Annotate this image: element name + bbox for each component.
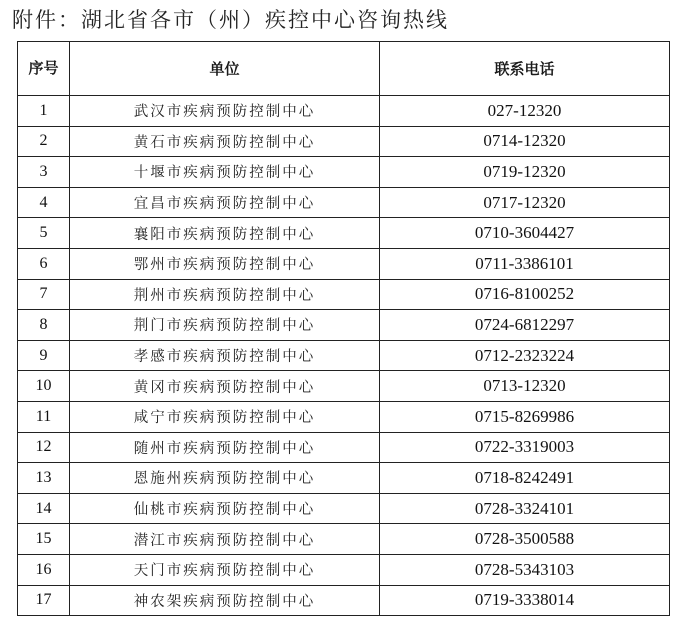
row-number: 11 [18,401,70,432]
row-number: 7 [18,279,70,310]
table-row [18,401,670,432]
phone-number: 0710-3604427 [380,218,670,249]
unit-name: 仙桃市疾病预防控制中心 [70,493,380,524]
unit-name: 天门市疾病预防控制中心 [70,554,380,585]
unit-name: 孝感市疾病预防控制中心 [70,340,380,371]
row-number: 3 [18,157,70,188]
table-row [18,371,670,402]
hotline-table [17,41,670,616]
phone-number: 0714-12320 [380,126,670,157]
unit-name: 荆门市疾病预防控制中心 [70,310,380,341]
header-no: 序号 [18,42,70,96]
table-row [18,248,670,279]
table-row [18,585,670,616]
row-number: 17 [18,585,70,616]
phone-number: 0713-12320 [380,371,670,402]
row-number: 4 [18,187,70,218]
table-row [18,187,670,218]
row-number: 10 [18,371,70,402]
row-number: 12 [18,432,70,463]
header-phone: 联系电话 [380,42,670,96]
unit-name: 随州市疾病预防控制中心 [70,432,380,463]
row-number: 9 [18,340,70,371]
row-number: 2 [18,126,70,157]
unit-name: 潜江市疾病预防控制中心 [70,524,380,555]
table-row [18,463,670,494]
table-row [18,554,670,585]
header-unit: 单位 [70,42,380,96]
unit-name: 荆州市疾病预防控制中心 [70,279,380,310]
table-row [18,218,670,249]
unit-name: 鄂州市疾病预防控制中心 [70,248,380,279]
unit-name: 黄石市疾病预防控制中心 [70,126,380,157]
table-body [18,96,670,616]
unit-name: 黄冈市疾病预防控制中心 [70,371,380,402]
table-row [18,279,670,310]
table-row [18,493,670,524]
row-number: 14 [18,493,70,524]
table-row [18,310,670,341]
phone-number: 0724-6812297 [380,310,670,341]
row-number: 13 [18,463,70,494]
row-number: 16 [18,554,70,585]
phone-number: 0728-3324101 [380,493,670,524]
phone-number: 0716-8100252 [380,279,670,310]
phone-number: 0719-3338014 [380,585,670,616]
table-row [18,524,670,555]
phone-number: 0718-8242491 [380,463,670,494]
table-row [18,157,670,188]
phone-number: 0728-5343103 [380,554,670,585]
row-number: 15 [18,524,70,555]
phone-number: 0719-12320 [380,157,670,188]
table-row [18,432,670,463]
phone-number: 027-12320 [380,96,670,127]
table-row [18,126,670,157]
unit-name: 武汉市疾病预防控制中心 [70,96,380,127]
phone-number: 0711-3386101 [380,248,670,279]
unit-name: 咸宁市疾病预防控制中心 [70,401,380,432]
unit-name: 恩施州疾病预防控制中心 [70,463,380,494]
table-row [18,96,670,127]
phone-number: 0717-12320 [380,187,670,218]
phone-number: 0728-3500588 [380,524,670,555]
row-number: 1 [18,96,70,127]
page-title: 附件：湖北省各市（州）疾控中心咨询热线 [12,8,449,32]
phone-number: 0712-2323224 [380,340,670,371]
row-number: 6 [18,248,70,279]
phone-number: 0722-3319003 [380,432,670,463]
unit-name: 襄阳市疾病预防控制中心 [70,218,380,249]
unit-name: 十堰市疾病预防控制中心 [70,157,380,188]
row-number: 5 [18,218,70,249]
unit-name: 神农架疾病预防控制中心 [70,585,380,616]
table-row [18,340,670,371]
row-number: 8 [18,310,70,341]
table-header-row [18,42,670,96]
phone-number: 0715-8269986 [380,401,670,432]
unit-name: 宜昌市疾病预防控制中心 [70,187,380,218]
